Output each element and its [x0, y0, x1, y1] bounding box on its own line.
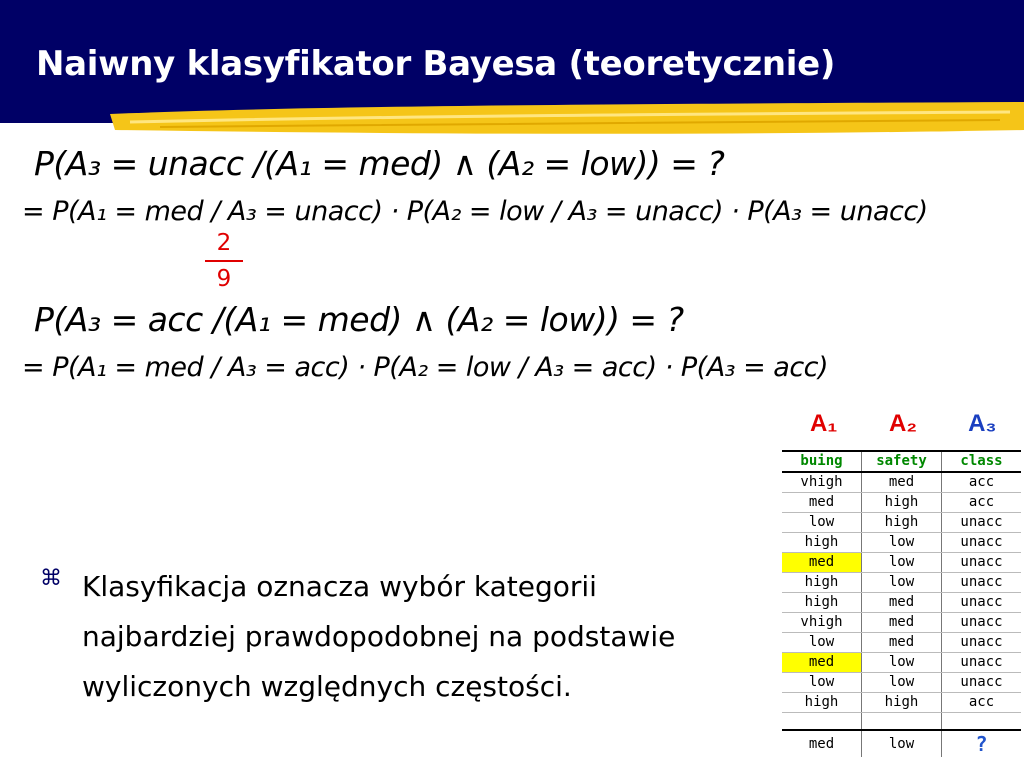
column-header: safety: [862, 451, 942, 472]
table-row: [782, 553, 1021, 573]
table-cell: unacc: [942, 633, 1022, 653]
equation-q1: P(A₃ = unacc /(A₁ = med) ∧ (A₂ = low)) = ?: [34, 144, 725, 183]
table-header-row: [782, 451, 1021, 472]
attr-label-a1: A₁: [810, 410, 838, 437]
attr-label-a2: A₂: [888, 410, 917, 437]
fraction-denominator: 9: [216, 266, 232, 292]
training-data-table: [782, 450, 1021, 757]
table-row: [782, 472, 1021, 493]
empty-cell: [782, 713, 862, 731]
bullet-line: Klasyfikacja oznacza wybór kategorii: [82, 570, 597, 603]
table-cell: acc: [942, 472, 1022, 493]
table-cell: acc: [942, 693, 1022, 713]
table-cell: unacc: [942, 593, 1022, 613]
fraction-numerator: 2: [216, 230, 232, 256]
table-cell: high: [862, 513, 942, 533]
query-cell: low: [862, 730, 942, 757]
table-cell: high: [862, 493, 942, 513]
table-cell: high: [782, 693, 862, 713]
table-row: [782, 673, 1021, 693]
equation-q2: P(A₃ = acc /(A₁ = med) ∧ (A₂ = low)) = ?: [34, 300, 684, 339]
table-cell: vhigh: [782, 472, 862, 493]
table-cell: high: [782, 533, 862, 553]
table-cell: low: [862, 673, 942, 693]
table-cell: vhigh: [782, 613, 862, 633]
attr-label-a3: A₃: [968, 410, 997, 437]
table-row: [782, 593, 1021, 613]
table-cell: unacc: [942, 573, 1022, 593]
table-row: [782, 513, 1021, 533]
table-cell: low: [862, 553, 942, 573]
table-cell: med: [862, 593, 942, 613]
table-cell: med: [862, 472, 942, 493]
table-cell: med: [782, 653, 862, 673]
table-cell: med: [862, 613, 942, 633]
table-cell: low: [862, 533, 942, 553]
table-row: [782, 653, 1021, 673]
empty-cell: [862, 713, 942, 731]
table-cell: med: [862, 633, 942, 653]
table-cell: low: [862, 653, 942, 673]
table-cell: unacc: [942, 553, 1022, 573]
table-separator-row: [782, 713, 1021, 731]
table-cell: high: [782, 573, 862, 593]
table-cell: low: [782, 673, 862, 693]
table-cell: unacc: [942, 513, 1022, 533]
bullet-text: [82, 562, 782, 712]
bullet-line: wyliczonych względnych częstości.: [82, 670, 572, 703]
table-cell: unacc: [942, 533, 1022, 553]
table-cell: low: [782, 633, 862, 653]
table-cell: med: [782, 553, 862, 573]
table-row: [782, 693, 1021, 713]
table-cell: low: [862, 573, 942, 593]
table-row: [782, 493, 1021, 513]
column-header: class: [942, 451, 1022, 472]
table-row: [782, 613, 1021, 633]
yellow-brush-stroke: [0, 100, 1024, 140]
equation-q2-expansion: = P(A₁ = med / A₃ = acc) · P(A₂ = low / A₃ = acc) · P(A₃ = acc): [22, 352, 829, 383]
fraction-annotation: [205, 232, 243, 291]
table-row: [782, 573, 1021, 593]
table-cell: unacc: [942, 613, 1022, 633]
table-cell: acc: [942, 493, 1022, 513]
slide-title: Naiwny klasyfikator Bayesa (teoretycznie): [36, 44, 836, 84]
table-cell: unacc: [942, 653, 1022, 673]
table-cell: high: [782, 593, 862, 613]
table-cell: high: [862, 693, 942, 713]
query-row: [782, 730, 1021, 757]
z-bullet-icon: ⌘: [40, 566, 62, 591]
attribute-labels: [784, 410, 1022, 438]
table-row: [782, 633, 1021, 653]
bullet-line: najbardziej prawdopodobnej na podstawie: [82, 620, 676, 653]
empty-cell: [942, 713, 1022, 731]
table-cell: low: [782, 513, 862, 533]
column-header: buing: [782, 451, 862, 472]
query-unknown-class: ?: [975, 731, 988, 756]
table-cell: unacc: [942, 673, 1022, 693]
query-cell: med: [782, 730, 862, 757]
table-cell: med: [782, 493, 862, 513]
equation-q1-expansion: = P(A₁ = med / A₃ = unacc) · P(A₂ = low / A₃ = unacc) · P(A₃ = unacc): [22, 196, 928, 227]
fraction-bar: [205, 260, 243, 262]
table-row: [782, 533, 1021, 553]
